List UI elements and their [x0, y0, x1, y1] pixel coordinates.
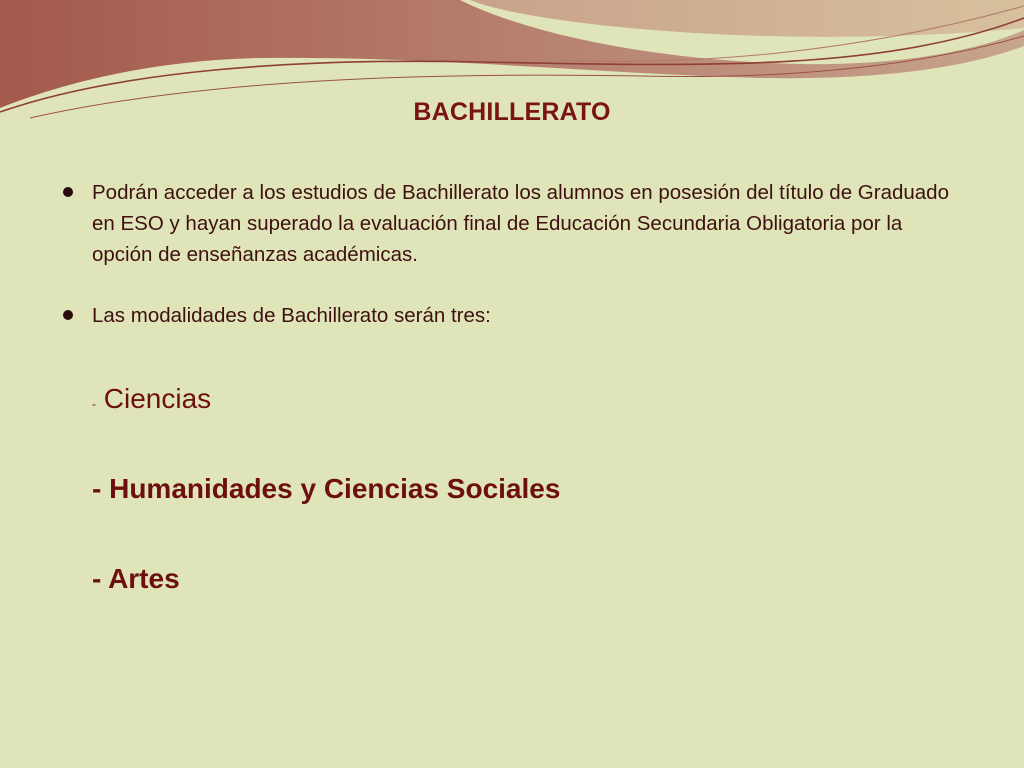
- modality-dash: -: [92, 397, 96, 411]
- bullet-dot-icon: [63, 310, 73, 320]
- bullet-text: Podrán acceder a los estudios de Bachillerato los alumnos en posesión del título de Graduado en ESO y hayan superado la evaluación final de Educación Secundaria Obligatoria por la opción de enseñanzas académicas.: [92, 181, 949, 266]
- swoosh-light-band: [470, 0, 1024, 37]
- modality-label: - Humanidades y Ciencias Sociales: [92, 473, 561, 504]
- bullet-dot-icon: [63, 187, 73, 197]
- bullet-list: [60, 177, 960, 331]
- modality-humanidades: [92, 470, 792, 508]
- modality-artes: [92, 560, 792, 598]
- modality-ciencias: [92, 380, 792, 418]
- modality-label: - Artes: [92, 563, 180, 594]
- bullet-text: Las modalidades de Bachillerato serán tres:: [92, 304, 491, 327]
- bullet-item-modalities: [60, 300, 960, 331]
- slide-title: BACHILLERATO: [413, 98, 611, 126]
- modality-label: Ciencias: [103, 383, 212, 414]
- modality-list: [92, 380, 792, 598]
- bullet-item-access: [60, 177, 960, 270]
